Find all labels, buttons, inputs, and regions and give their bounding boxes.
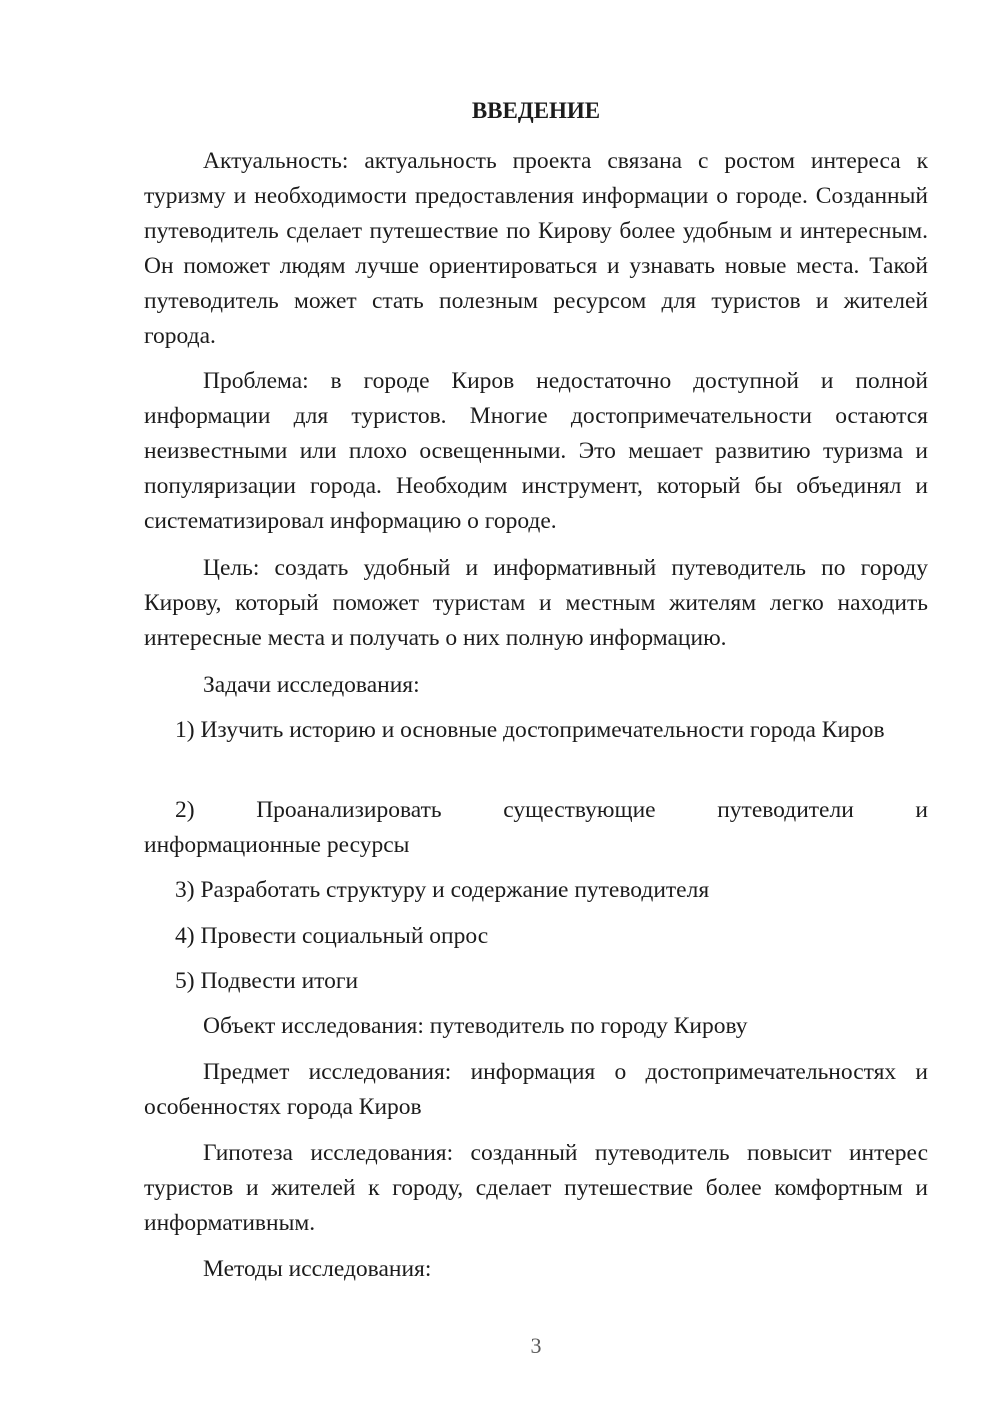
paragraph-object: Объект исследования: путеводитель по городу Кирову — [203, 1013, 748, 1039]
paragraph-problem: Проблема: в городе Киров недостаточно доступной и полной информации для туристов. Многие достопримечательности остаются неизвестными или плохо освещенными. Это мешает развитию туризма и популяризации города. Необходим инструмент, который бы объединял и систематизировал информацию о городе. — [144, 368, 928, 534]
page-number: 3 — [530, 1333, 542, 1358]
paragraph-hypothesis: Гипотеза исследования: созданный путеводитель повысит интерес туристов и жителей к городу, сделает путешествие более комфортным и информативным. — [144, 1140, 928, 1236]
paragraph-relevance: Актуальность: актуальность проекта связана с ростом интереса к туризму и необходимости предоставления информации о городе. Созданный путеводитель сделает путешествие по Кирову более удобным и интересным. Он поможет людям лучше ориентироваться и узнавать новые места. Такой путеводитель может стать полезным ресурсом для туристов и жителей города. — [144, 148, 928, 349]
tasks-heading: Задачи исследования: — [203, 672, 420, 698]
methods-heading: Методы исследования: — [203, 1256, 432, 1282]
paragraph-goal: Цель: создать удобный и информативный путеводитель по городу Кирову, который поможет туристам и местным жителям легко находить интересные места и получать о них полную информацию. — [144, 555, 928, 651]
task-item-3: 3) Разработать структуру и содержание путеводителя — [175, 877, 710, 903]
task-item-2: 2) Проанализировать существующие путеводители и — [175, 797, 928, 823]
task-item-1: 1) Изучить историю и основные достопримечательности города Киров — [175, 717, 885, 743]
task-item-4: 4) Провести социальный опрос — [175, 923, 489, 949]
paragraph-subject: Предмет исследования: информация о достопримечательностях и особенностях города Киров — [144, 1059, 928, 1120]
task-item-2-continuation: информационные ресурсы — [144, 832, 410, 858]
page-title: ВВЕДЕНИЕ — [471, 98, 601, 123]
task-item-5: 5) Подвести итоги — [175, 968, 359, 994]
